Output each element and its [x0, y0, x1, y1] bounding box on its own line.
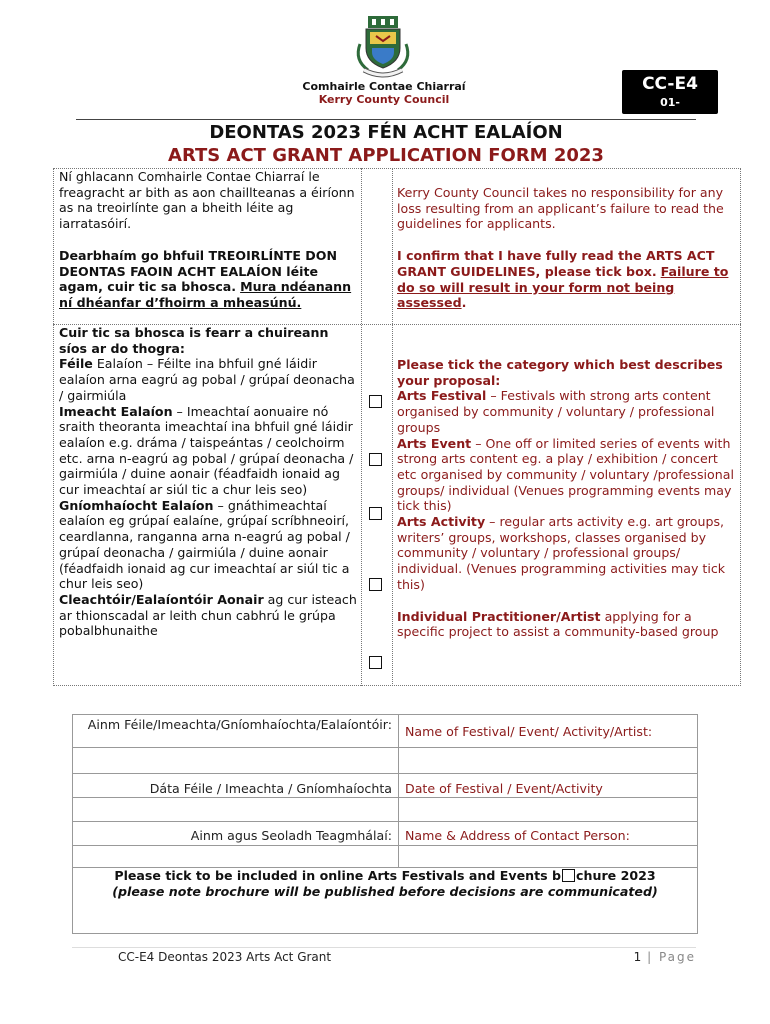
category-english-item: Arts Activity – regular arts activity e.g. art groups, writers’ groups, workshops, classes organised by community / voluntary / professional groups/ individual. (Venues programming activities may tick this)	[397, 514, 726, 592]
arts-activity-extra-checkbox[interactable]	[369, 578, 382, 591]
date-label-english: Date of Festival / Event/Activity	[405, 781, 603, 796]
brochure-opt-in: Please tick to be included in online Arts Festivals and Events b chure 2023 (please note brochure will be published before decisions are communicated)	[112, 868, 658, 899]
council-name-irish: Comhairle Contae Chiarraí	[302, 80, 466, 93]
council-crest-icon	[350, 14, 416, 80]
applicant-details-table	[72, 714, 698, 934]
category-english: Please tick the category which best describes your proposal: Arts Festival – Festivals with strong arts content organised by community / voluntary / professional groups Arts Event – One off or limited series of events with strong arts content eg. a play / exhibition / concert etc organised by community / voluntary /professional groups/ individual (Venues programming events may tick this) Arts Activity – regular arts activity e.g. art groups, writers’ groups, workshops, classes organised by community / voluntary / professional groups/ individual. (Venues programming activities may tick this) Individual Practitioner/Artist applying for a specific project to assist a community-based group	[397, 357, 737, 640]
category-irish-item: Gníomhaíocht Ealaíon – gnáthimeachtaí ealaíon eg grúpaí ealaíne, grúpaí scríbhneoirí, ceardlanna, ranganna arna n-eagrú ag pobal / grúpaí deonacha / gairmiúla / duine aonair (féadfaidh ionaid ag cur imeachtaí ar siúl tic a chur leis seo)	[59, 497, 350, 592]
arts-activity-checkbox[interactable]	[369, 507, 382, 520]
category-irish-item: Cleachtóir/Ealaíontóir Aonair ag cur isteach ar thionscadal ar leith chun cabhrú le grúpa pobalbhunaithe	[59, 591, 357, 639]
form-code: CC-E4	[642, 74, 698, 94]
brochure-checkbox[interactable]	[562, 869, 575, 882]
contact-label-irish: Ainm agus Seoladh Teagmhálaí:	[190, 828, 392, 843]
page-title-english: ARTS ACT GRANT APPLICATION FORM 2023	[168, 145, 604, 166]
name-input[interactable]	[399, 748, 696, 772]
form-code-badge	[622, 70, 718, 114]
disclaimer-english: Kerry County Council takes no responsibility for any loss resulting from an applicant’s failure to read the guidelines for applicants. I confirm that I have fully read the ARTS ACT GRANT GUIDELINES, please tick box. Failure to do so will result in your form not being assessed.	[397, 185, 729, 311]
name-label-irish: Ainm Féile/Imeachta/Gníomhaíochta/Ealaíontóir:	[87, 717, 392, 732]
guidelines-table	[53, 168, 741, 686]
form-code-sub: 01-	[660, 96, 680, 109]
category-irish: Cuir tic sa bhosca is fearr a chuireann síos ar do thogra: Féile Ealaíon – Féilte ina bhfuil gné láidir ealaíon arna eagrú ag pobal / grúpaí deonacha / gairmiúla Imeacht Ealaíon – Imeachtaí aonuaire nó sraith theoranta imeachtaí ina bhfuil gné láidir ealaíon e.g. dráma / taispeántas / ceolchoirm etc. arna n-eagrú ag pobal / grúpaí deonacha / gairmiúla / duine aonair (féadfaidh ionaid ag cur imeachtaí ar siúl tic a chur leis seo) Gníomhaíocht Ealaíon – gnáthimeachtaí ealaíon eg grúpaí ealaíne, grúpaí scríbhneoirí, ceardlanna, ranganna arna n-eagrú ag pobal / grúpaí deonacha / gairmiúla / duine aonair (féadfaidh ionaid ag cur imeachtaí ar siúl tic a chur leis seo) Cleachtóir/Ealaíontóir Aonair ag cur isteach ar thionscadal ar leith chun cabhrú le grúpa pobalbhunaithe	[59, 325, 357, 639]
name-label-english: Name of Festival/ Event/ Activity/Artist:	[405, 724, 653, 739]
category-irish-item: Féile Ealaíon – Féilte ina bhfuil gné láidir ealaíon arna eagrú ag pobal / grúpaí deonacha / gairmiúla	[59, 356, 355, 403]
individual-artist-checkbox[interactable]	[369, 656, 382, 669]
category-irish-item: Imeacht Ealaíon – Imeachtaí aonuaire nó sraith theoranta imeachtaí ina bhfuil gné láidir ealaíon e.g. dráma / taispeántas / ceolchoirm etc. arna n-eagrú ag pobal / grúpaí deonacha / gairmiúla / duine aonair (féadfaidh ionaid ag cur imeachtaí ar siúl tic a chur leis seo)	[59, 403, 354, 498]
disclaimer-irish: Ní ghlacann Comhairle Contae Chiarraí le freagracht ar bith as aon chaillteanas a éiríonn as na treoirlínte gan a bheith léite ag iarratasóirí. Dearbhaím go bhfuil TREOIRLÍNTE DON DEONTAS FAOIN ACHT EALAÍON léite agam, cuir tic sa bhosca. Mura ndéanann ní dhéanfar d’fhoirm a mheasúnú.	[59, 169, 355, 310]
category-english-item: Arts Festival – Festivals with strong arts content organised by community / voluntary / professional groups	[397, 388, 715, 435]
footer-title: CC-E4 Deontas 2023 Arts Act Grant	[118, 950, 332, 964]
category-english-item: Individual Practitioner/Artist applying for a specific project to assist a community-based group	[397, 608, 719, 640]
category-english-item: Arts Event – One off or limited series of events with strong arts content eg. a play / exhibition / concert etc organised by community / voluntary /professional groups/ individual (Venues programming events may tick this)	[397, 435, 734, 514]
council-name-english: Kerry County Council	[318, 93, 450, 106]
date-label-irish: Dáta Féile / Imeachta / Gníomhaíochta	[149, 781, 392, 796]
page-number: 1 | Page	[633, 950, 696, 964]
footer-divider	[72, 947, 696, 948]
contact-input[interactable]	[74, 846, 696, 866]
date-input[interactable]	[399, 798, 696, 820]
page-title-irish: DEONTAS 2023 FÉN ACHT EALAÍON	[209, 122, 563, 143]
arts-festival-checkbox[interactable]	[369, 395, 382, 408]
header-divider	[76, 119, 696, 120]
contact-label-english: Name & Address of Contact Person:	[405, 828, 630, 843]
arts-event-checkbox[interactable]	[369, 453, 382, 466]
